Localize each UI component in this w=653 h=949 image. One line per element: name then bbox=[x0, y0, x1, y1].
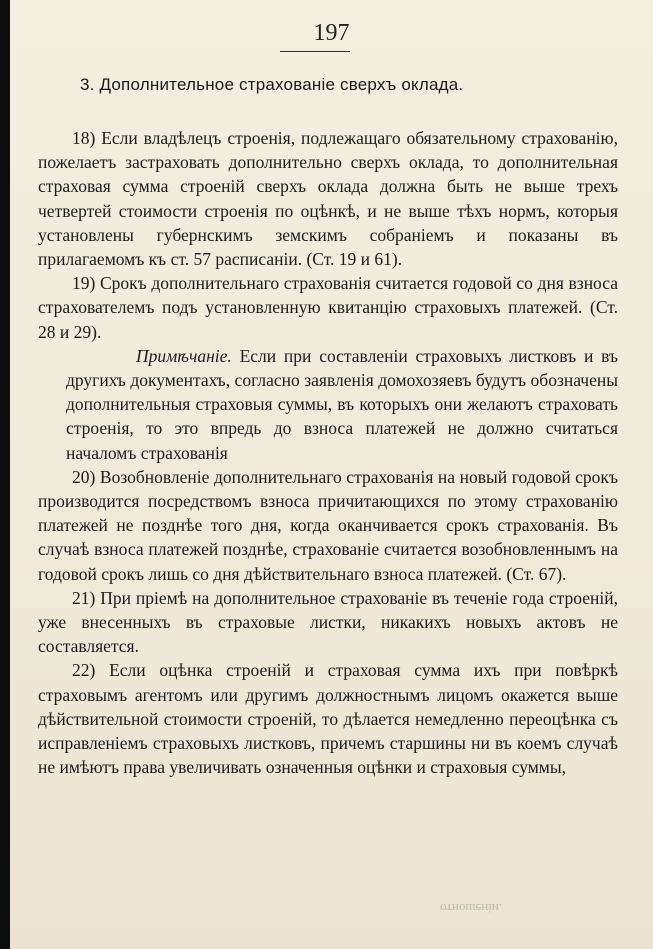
body-text bbox=[38, 126, 618, 779]
section-heading: 3. Дополнительное страхованіе сверхъ оклада. bbox=[80, 75, 464, 94]
page-number-rule bbox=[280, 51, 350, 52]
note-text: Если при составленіи страховыхъ листковъ и въ другихъ документахъ, согласно заявленія домохозяевъ будутъ обозначены дополнительныя страховыя суммы, въ которыхъ они желаютъ страховать строенія, то это впредь до взноса платежей не должно считаться началомъ страхованія bbox=[66, 345, 619, 463]
note-label: Примѣчаніе. bbox=[136, 345, 232, 366]
bleed-through-text: отношеніи. bbox=[440, 901, 503, 916]
paragraph-18: 18) Если владѣлецъ строенія, подлежащаго обязательному страхованію, пожелаетъ застраховать дополнительно сверхъ оклада, то дополнительная страховая сумма строеній сверхъ оклада должна быть не выше трехъ четвертей стоимости строенія по оцѣнкѣ, и не выше тѣхъ нормъ, которыя установлены губернскимъ земскимъ собраніемъ и показаны въ прилагаемомъ къ ст. 57 расписаніи. (Ст. 19 и 61). bbox=[38, 128, 618, 270]
paragraph-19: 19) Срокъ дополнительнаго страхованія считается годовой со дня взноса страхователемъ подъ установленную квитанцію страховыхъ платежей. (Ст. 28 и 29). bbox=[38, 273, 618, 342]
paragraph-21: 21) При пріемѣ на дополнительное страхованіе въ теченіе года строеній, уже внесенныхъ въ страховые листки, никакихъ новыхъ актовъ не составляется. bbox=[38, 587, 618, 657]
note-paragraph bbox=[66, 344, 618, 465]
paragraph-20: 20) Возобновленіе дополнительнаго страхованія на новый годовой срокъ производится посредствомъ взноса причитающихся по этому страхованію платежей не позднѣе того дня, когда оканчивается срокъ страхованія. Въ случаѣ взноса платежей позднѣе, страхованіе считается возобновленнымъ на годовой срокъ лишь со дня дѣйствительнаго взноса платежей. (Ст. 67). bbox=[38, 466, 618, 584]
document-page bbox=[10, 0, 653, 949]
page-number: 197 bbox=[313, 20, 350, 46]
paragraph-22: 22) Если оцѣнка строеній и страховая сумма ихъ при повѣркѣ страховымъ агентомъ или другимъ должностнымъ лицомъ окажется выше дѣйствительной стоимости строеній, то дѣлается немедленно переоцѣнка съ исправленіемъ страховыхъ листковъ, причемъ старшины ни въ коемъ случаѣ не имѣютъ права увеличивать означенныя оцѣнки и страховыя суммы, bbox=[38, 660, 618, 778]
